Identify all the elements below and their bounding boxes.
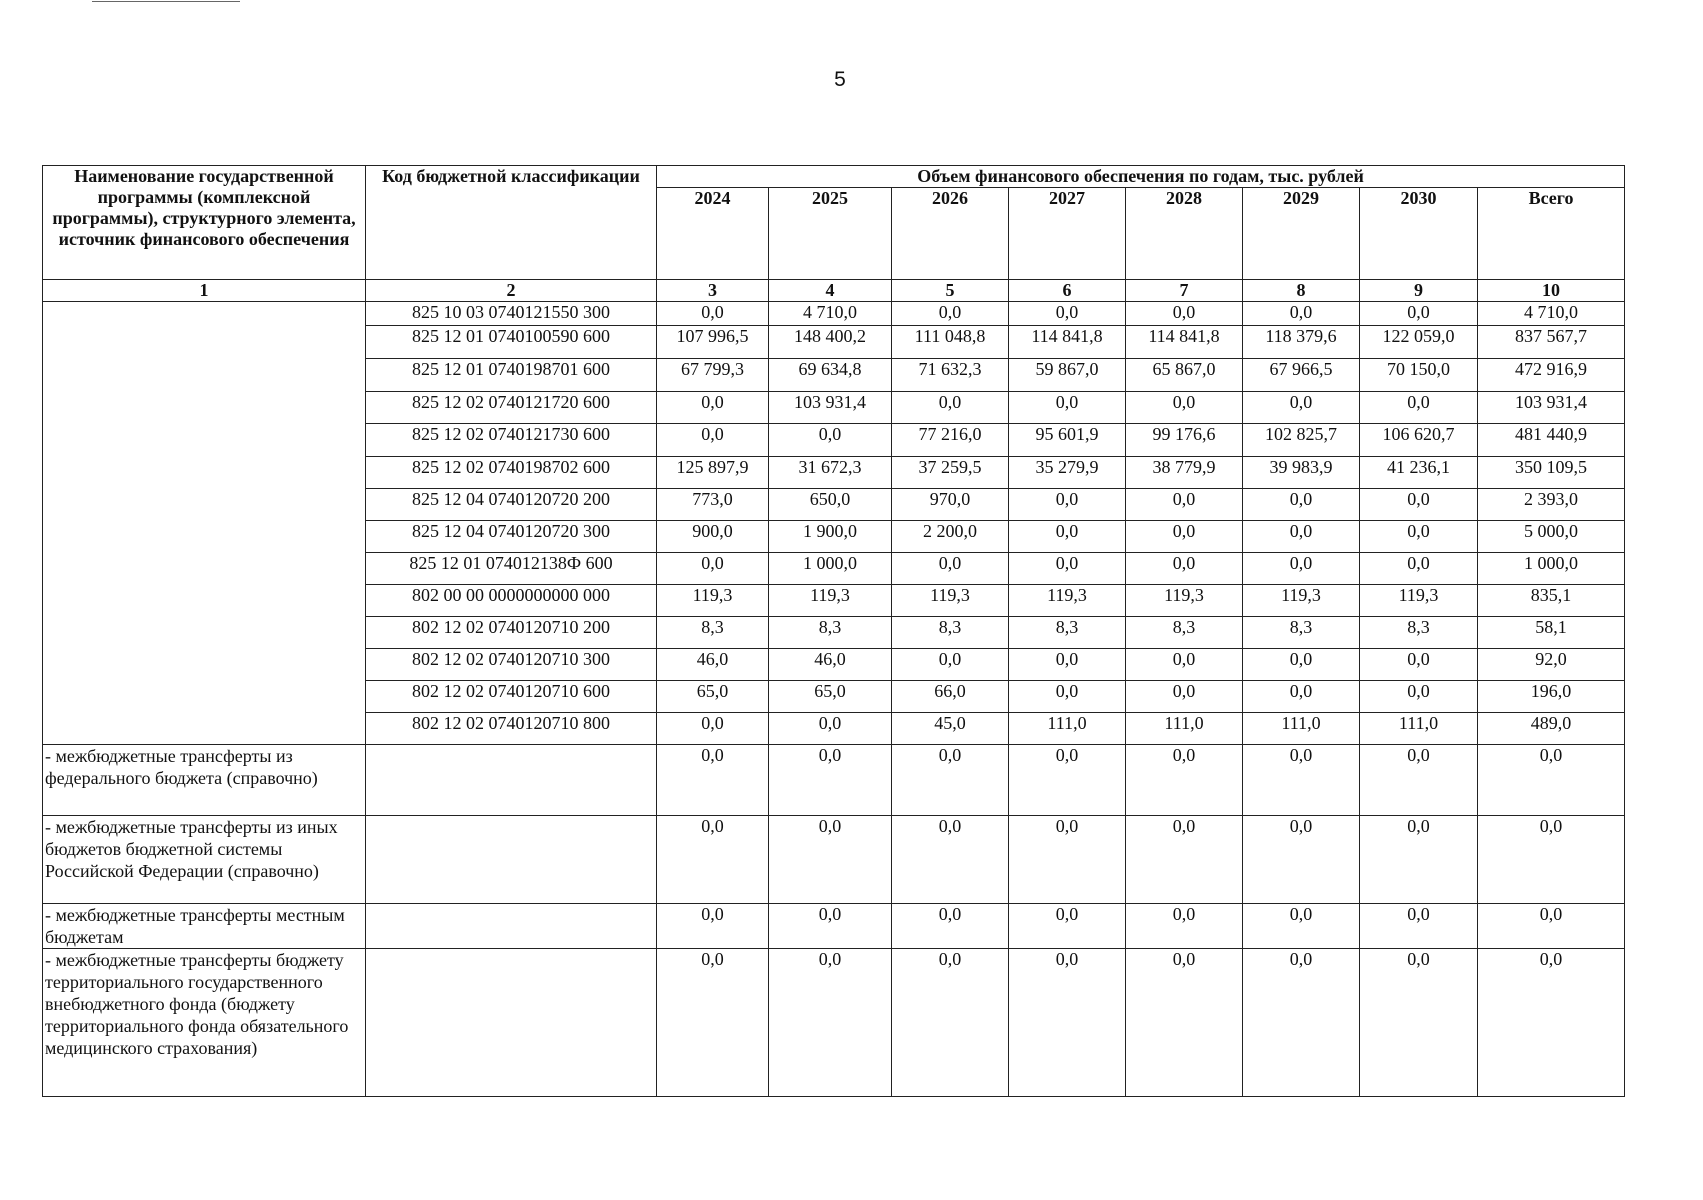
year-value-cell: 0,0 [1009, 392, 1126, 424]
column-number: 6 [1009, 280, 1126, 302]
transfer-name-cell: - межбюджетные трансферты из иных бюджетов бюджетной системы Российской Федерации (справочно) [43, 816, 366, 904]
transfer-name-cell: - межбюджетные трансферты бюджету территориального государственного внебюджетного фонда (бюджету территориального фонда обязательного медицинского страхования) [43, 949, 366, 1097]
header-code: Код бюджетной классификации [366, 166, 657, 280]
year-value-cell: 119,3 [1126, 585, 1243, 617]
year-value-cell: 0,0 [1126, 949, 1243, 1097]
year-value-cell: 102 825,7 [1243, 424, 1360, 457]
year-value-cell: 0,0 [657, 392, 769, 424]
year-value-cell: 111,0 [1360, 713, 1478, 745]
year-value-cell: 0,0 [657, 949, 769, 1097]
year-value-cell: 45,0 [892, 713, 1009, 745]
year-value-cell: 69 634,8 [769, 359, 892, 392]
budget-code-cell-empty [366, 816, 657, 904]
year-value-cell: 0,0 [657, 904, 769, 949]
year-value-cell: 0,0 [892, 904, 1009, 949]
year-value-cell: 0,0 [1360, 649, 1478, 681]
total-value-cell: 472 916,9 [1478, 359, 1625, 392]
budget-code-cell: 825 12 02 0740198702 600 [366, 457, 657, 489]
year-value-cell: 0,0 [1126, 489, 1243, 521]
budget-code-cell: 825 12 01 0740100590 600 [366, 326, 657, 359]
header-year: 2030 [1360, 188, 1478, 280]
column-number: 8 [1243, 280, 1360, 302]
year-value-cell: 0,0 [1009, 553, 1126, 585]
year-value-cell: 39 983,9 [1243, 457, 1360, 489]
year-value-cell: 0,0 [769, 713, 892, 745]
year-value-cell: 35 279,9 [1009, 457, 1126, 489]
year-value-cell: 0,0 [892, 553, 1009, 585]
header-year: 2025 [769, 188, 892, 280]
transfer-name-cell: - межбюджетные трансферты местным бюджетам [43, 904, 366, 949]
year-value-cell: 0,0 [1126, 649, 1243, 681]
column-number: 9 [1360, 280, 1478, 302]
budget-code-cell: 825 12 04 0740120720 300 [366, 521, 657, 553]
page-number: 5 [834, 68, 846, 91]
year-value-cell: 0,0 [892, 392, 1009, 424]
year-value-cell: 119,3 [1009, 585, 1126, 617]
year-value-cell: 0,0 [1126, 553, 1243, 585]
total-value-cell: 481 440,9 [1478, 424, 1625, 457]
year-value-cell: 0,0 [892, 302, 1009, 326]
year-value-cell: 0,0 [657, 713, 769, 745]
year-value-cell: 0,0 [657, 745, 769, 816]
year-value-cell: 31 672,3 [769, 457, 892, 489]
year-value-cell: 0,0 [657, 302, 769, 326]
budget-code-cell: 802 12 02 0740120710 800 [366, 713, 657, 745]
year-value-cell: 0,0 [1360, 521, 1478, 553]
year-value-cell: 650,0 [769, 489, 892, 521]
year-value-cell: 0,0 [1126, 816, 1243, 904]
budget-code-cell: 825 12 01 074012138Ф 600 [366, 553, 657, 585]
year-value-cell: 65,0 [769, 681, 892, 713]
header-year: 2024 [657, 188, 769, 280]
header-year: 2028 [1126, 188, 1243, 280]
year-value-cell: 71 632,3 [892, 359, 1009, 392]
year-value-cell: 0,0 [1360, 302, 1478, 326]
column-number: 4 [769, 280, 892, 302]
year-value-cell: 0,0 [1243, 681, 1360, 713]
year-value-cell: 0,0 [769, 816, 892, 904]
budget-code-cell: 825 12 02 0740121730 600 [366, 424, 657, 457]
year-value-cell: 65 867,0 [1126, 359, 1243, 392]
year-value-cell: 0,0 [1009, 681, 1126, 713]
year-value-cell: 0,0 [1243, 553, 1360, 585]
year-value-cell: 119,3 [1360, 585, 1478, 617]
budget-code-cell: 825 12 02 0740121720 600 [366, 392, 657, 424]
year-value-cell: 0,0 [769, 949, 892, 1097]
year-value-cell: 773,0 [657, 489, 769, 521]
total-value-cell: 5 000,0 [1478, 521, 1625, 553]
year-value-cell: 2 200,0 [892, 521, 1009, 553]
year-value-cell: 148 400,2 [769, 326, 892, 359]
year-value-cell: 900,0 [657, 521, 769, 553]
total-value-cell: 196,0 [1478, 681, 1625, 713]
budget-code-cell-empty [366, 949, 657, 1097]
year-value-cell: 8,3 [657, 617, 769, 649]
column-number: 10 [1478, 280, 1625, 302]
table-body [43, 302, 1625, 1097]
year-value-cell: 1 900,0 [769, 521, 892, 553]
year-value-cell: 0,0 [769, 424, 892, 457]
year-value-cell: 0,0 [1126, 904, 1243, 949]
header-volume: Объем финансового обеспечения по годам, тыс. рублей [657, 166, 1625, 188]
year-value-cell: 59 867,0 [1009, 359, 1126, 392]
year-value-cell: 0,0 [1360, 904, 1478, 949]
column-number: 2 [366, 280, 657, 302]
year-value-cell: 46,0 [657, 649, 769, 681]
year-value-cell: 119,3 [769, 585, 892, 617]
financing-table [42, 165, 1625, 1097]
year-value-cell: 65,0 [657, 681, 769, 713]
year-value-cell: 0,0 [1360, 745, 1478, 816]
year-value-cell: 4 710,0 [769, 302, 892, 326]
year-value-cell: 0,0 [657, 816, 769, 904]
year-value-cell: 0,0 [1243, 649, 1360, 681]
header-name: Наименование государственной программы (комплексной программы), структурного элемента, источник финансового обеспечения [43, 166, 366, 280]
year-value-cell: 0,0 [1126, 745, 1243, 816]
budget-code-cell: 802 00 00 0000000000 000 [366, 585, 657, 617]
column-number: 5 [892, 280, 1009, 302]
transfer-row [43, 816, 1625, 904]
year-value-cell: 107 996,5 [657, 326, 769, 359]
budget-code-cell-empty [366, 904, 657, 949]
total-value-cell: 837 567,7 [1478, 326, 1625, 359]
budget-code-cell: 825 10 03 0740121550 300 [366, 302, 657, 326]
table-row [43, 302, 1625, 326]
year-value-cell: 70 150,0 [1360, 359, 1478, 392]
year-value-cell: 67 799,3 [657, 359, 769, 392]
header-year: 2029 [1243, 188, 1360, 280]
year-value-cell: 0,0 [769, 745, 892, 816]
budget-code-cell: 802 12 02 0740120710 300 [366, 649, 657, 681]
year-value-cell: 122 059,0 [1360, 326, 1478, 359]
column-number: 3 [657, 280, 769, 302]
year-value-cell: 0,0 [1009, 521, 1126, 553]
year-value-cell: 125 897,9 [657, 457, 769, 489]
year-value-cell: 111 048,8 [892, 326, 1009, 359]
column-number: 1 [43, 280, 366, 302]
total-value-cell: 0,0 [1478, 816, 1625, 904]
year-value-cell: 99 176,6 [1126, 424, 1243, 457]
year-value-cell: 1 000,0 [769, 553, 892, 585]
year-value-cell: 0,0 [1009, 904, 1126, 949]
header-total: Всего [1478, 188, 1625, 280]
year-value-cell: 66,0 [892, 681, 1009, 713]
year-value-cell: 95 601,9 [1009, 424, 1126, 457]
year-value-cell: 0,0 [1360, 681, 1478, 713]
year-value-cell: 46,0 [769, 649, 892, 681]
year-value-cell: 0,0 [1126, 302, 1243, 326]
year-value-cell: 0,0 [1126, 392, 1243, 424]
year-value-cell: 0,0 [1126, 521, 1243, 553]
year-value-cell: 0,0 [1243, 904, 1360, 949]
transfer-row [43, 949, 1625, 1097]
header-year: 2027 [1009, 188, 1126, 280]
total-value-cell: 0,0 [1478, 904, 1625, 949]
year-value-cell: 0,0 [769, 904, 892, 949]
total-value-cell: 489,0 [1478, 713, 1625, 745]
year-value-cell: 0,0 [892, 816, 1009, 904]
budget-code-cell: 825 12 01 0740198701 600 [366, 359, 657, 392]
column-number: 7 [1126, 280, 1243, 302]
year-value-cell: 0,0 [1360, 949, 1478, 1097]
year-value-cell: 0,0 [892, 745, 1009, 816]
year-value-cell: 118 379,6 [1243, 326, 1360, 359]
year-value-cell: 0,0 [1009, 745, 1126, 816]
year-value-cell: 0,0 [1009, 302, 1126, 326]
total-value-cell: 350 109,5 [1478, 457, 1625, 489]
year-value-cell: 106 620,7 [1360, 424, 1478, 457]
header-year: 2026 [892, 188, 1009, 280]
year-value-cell: 119,3 [1243, 585, 1360, 617]
year-value-cell: 119,3 [657, 585, 769, 617]
year-value-cell: 0,0 [1360, 489, 1478, 521]
total-value-cell: 103 931,4 [1478, 392, 1625, 424]
total-value-cell: 0,0 [1478, 949, 1625, 1097]
header-row-1 [43, 166, 1625, 188]
transfer-name-cell: - межбюджетные трансферты из федерального бюджета (справочно) [43, 745, 366, 816]
budget-code-cell-empty [366, 745, 657, 816]
year-value-cell: 0,0 [892, 649, 1009, 681]
total-value-cell: 2 393,0 [1478, 489, 1625, 521]
year-value-cell: 67 966,5 [1243, 359, 1360, 392]
year-value-cell: 0,0 [1360, 392, 1478, 424]
transfer-row [43, 745, 1625, 816]
year-value-cell: 8,3 [769, 617, 892, 649]
transfer-row [43, 904, 1625, 949]
program-name-cell [43, 302, 366, 745]
year-value-cell: 0,0 [1009, 649, 1126, 681]
year-value-cell: 111,0 [1126, 713, 1243, 745]
year-value-cell: 8,3 [1009, 617, 1126, 649]
year-value-cell: 0,0 [1126, 681, 1243, 713]
budget-code-cell: 802 12 02 0740120710 200 [366, 617, 657, 649]
year-value-cell: 41 236,1 [1360, 457, 1478, 489]
year-value-cell: 0,0 [1243, 949, 1360, 1097]
total-value-cell: 0,0 [1478, 745, 1625, 816]
year-value-cell: 111,0 [1243, 713, 1360, 745]
year-value-cell: 0,0 [1243, 489, 1360, 521]
year-value-cell: 0,0 [1243, 521, 1360, 553]
column-number-row [43, 280, 1625, 302]
year-value-cell: 38 779,9 [1126, 457, 1243, 489]
year-value-cell: 114 841,8 [1126, 326, 1243, 359]
year-value-cell: 77 216,0 [892, 424, 1009, 457]
year-value-cell: 8,3 [892, 617, 1009, 649]
year-value-cell: 8,3 [1360, 617, 1478, 649]
year-value-cell: 0,0 [1243, 392, 1360, 424]
year-value-cell: 970,0 [892, 489, 1009, 521]
year-value-cell: 0,0 [657, 424, 769, 457]
year-value-cell: 0,0 [1009, 816, 1126, 904]
year-value-cell: 0,0 [1009, 949, 1126, 1097]
total-value-cell: 1 000,0 [1478, 553, 1625, 585]
year-value-cell: 119,3 [892, 585, 1009, 617]
year-value-cell: 0,0 [1009, 489, 1126, 521]
year-value-cell: 103 931,4 [769, 392, 892, 424]
year-value-cell: 8,3 [1126, 617, 1243, 649]
year-value-cell: 37 259,5 [892, 457, 1009, 489]
year-value-cell: 0,0 [1243, 745, 1360, 816]
total-value-cell: 4 710,0 [1478, 302, 1625, 326]
year-value-cell: 0,0 [1243, 302, 1360, 326]
year-value-cell: 8,3 [1243, 617, 1360, 649]
year-value-cell: 0,0 [1360, 816, 1478, 904]
year-value-cell: 111,0 [1009, 713, 1126, 745]
year-value-cell: 114 841,8 [1009, 326, 1126, 359]
year-value-cell: 0,0 [892, 949, 1009, 1097]
total-value-cell: 58,1 [1478, 617, 1625, 649]
year-value-cell: 0,0 [1360, 553, 1478, 585]
budget-code-cell: 802 12 02 0740120710 600 [366, 681, 657, 713]
year-value-cell: 0,0 [657, 553, 769, 585]
year-value-cell: 0,0 [1243, 816, 1360, 904]
total-value-cell: 92,0 [1478, 649, 1625, 681]
top-rule [92, 1, 240, 2]
total-value-cell: 835,1 [1478, 585, 1625, 617]
budget-code-cell: 825 12 04 0740120720 200 [366, 489, 657, 521]
